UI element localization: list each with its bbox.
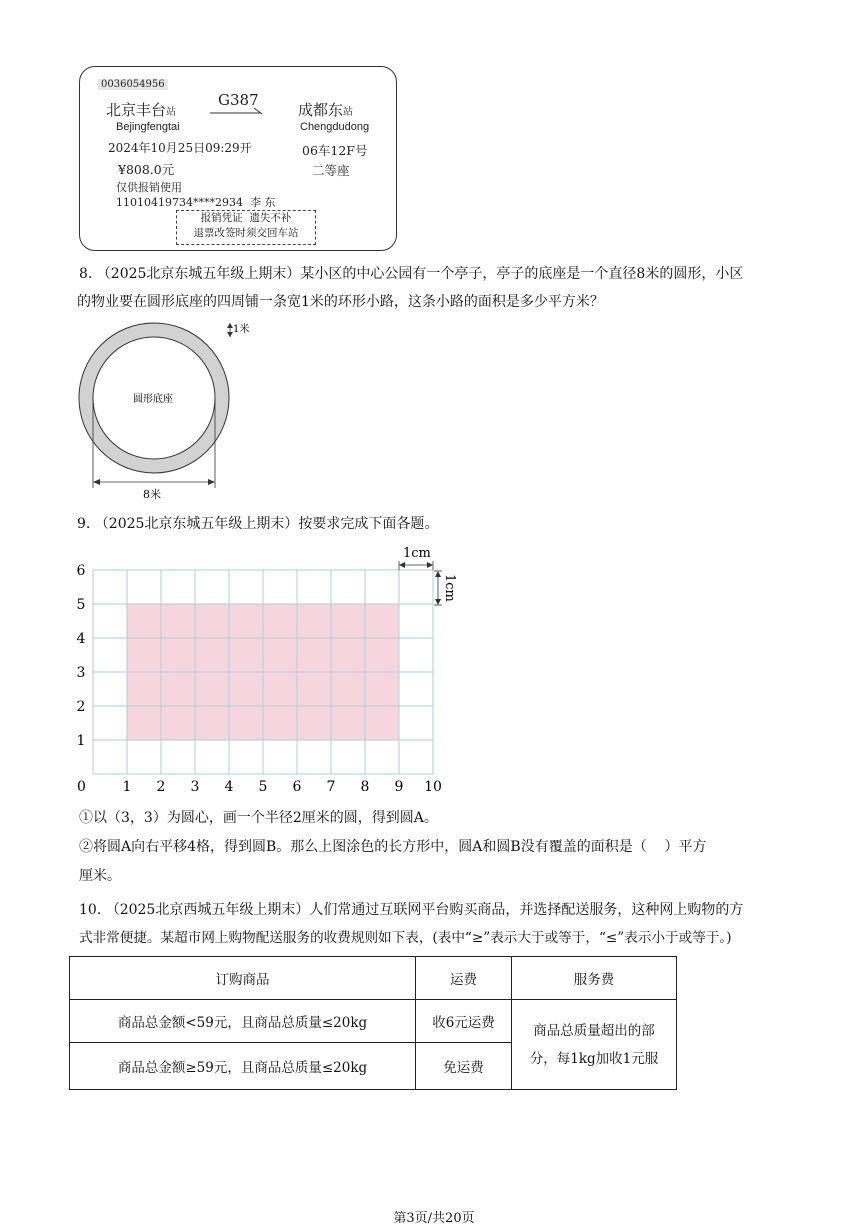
unit-v-label: 1cm xyxy=(442,574,457,602)
ticket-seat-class: 二等座 xyxy=(312,163,350,178)
y-tick-label: 5 xyxy=(76,597,86,613)
y-tick-label: 6 xyxy=(76,563,86,579)
x-tick-label: 8 xyxy=(360,779,370,795)
ticket-passenger: 11010419734****2934 李 东 xyxy=(116,196,276,209)
x-tick-label: 5 xyxy=(258,779,268,795)
q9-item2-line1: ②将圆A向右平移4格，得到圆B。那么上图涂色的长方形中，圆A和圆B没有覆盖的面积是（ ）平方 xyxy=(79,839,707,855)
q9-title: 9. （2025北京东城五年级上期末）按要求完成下面各题。 xyxy=(77,516,439,532)
q9-item1: ①以（3，3）为圆心，画一个半径2厘米的圆，得到圆A。 xyxy=(79,810,438,826)
origin-label: 0 xyxy=(77,779,86,795)
grid-lines xyxy=(93,570,433,774)
service-fee-line1: 商品总质量超出的部 xyxy=(533,1022,655,1039)
q8-line2: 的物业要在圆形底座的四周铺一条宽1米的环形小路，这条小路的面积是多少平方米？ xyxy=(77,294,604,310)
ticket-to-pinyin: Chengdudong xyxy=(300,121,370,133)
unit-horizontal-marker xyxy=(399,546,433,570)
y-tick-label: 2 xyxy=(76,699,86,715)
x-tick-label: 6 xyxy=(292,779,302,795)
row2-goods: 商品总金额≥59元，且商品总质量≤20kg xyxy=(70,1043,416,1090)
ticket-datetime: 2024年10月25日09:29开 xyxy=(108,141,252,155)
center-label: 圆形底座 xyxy=(133,394,173,405)
ticket-box-line2: 退票改签时须交回车站 xyxy=(193,227,299,239)
service-fee-line2: 分，每1kg加收1元服 xyxy=(529,1050,659,1067)
row1-goods: 商品总金额<59元，且商品总质量≤20kg xyxy=(70,1000,416,1043)
diameter-label: 8米 xyxy=(143,488,161,501)
page-footer: 第3页/共20页 xyxy=(393,1211,475,1226)
ticket-train-number: G387 xyxy=(218,91,259,109)
x-tick-label: 10 xyxy=(424,779,442,795)
x-tick-label: 4 xyxy=(224,779,234,795)
row2-shipping: 免运费 xyxy=(416,1043,512,1090)
fee-table xyxy=(69,956,677,1090)
x-tick-label: 2 xyxy=(156,779,166,795)
train-ticket xyxy=(79,66,397,251)
q9-item2-line2: 厘米。 xyxy=(79,868,121,884)
q9-grid-figure xyxy=(60,540,480,800)
header-shipping: 运费 xyxy=(416,957,512,1000)
y-tick-label: 4 xyxy=(76,631,86,647)
q10-line2: 式非常便捷。某超市网上购物配送服务的收费规则如下表，(表中“≥”表示大于或等于，“≤”表示小于或等于。) xyxy=(79,930,732,946)
unit-vertical-marker xyxy=(434,571,457,605)
unit-h-label: 1cm xyxy=(403,546,431,561)
x-tick-label: 9 xyxy=(394,779,404,795)
ticket-seat: 06车12F号 xyxy=(302,143,368,158)
q10-line1: 10. （2025北京西城五年级上期末）人们常通过互联网平台购买商品，并选择配送服务，这种网上购物的方 xyxy=(79,902,744,918)
ticket-note: 仅供报销使用 xyxy=(116,181,182,194)
row1-shipping: 收6元运费 xyxy=(416,1000,512,1043)
ticket-reimbursement-box xyxy=(176,210,316,245)
q8-line1: 8. （2025北京东城五年级上期末）某小区的中心公园有一个亭子，亭子的底座是一个直径8米的圆形，小区 xyxy=(79,266,744,282)
ticket-box-line1: 报销凭证 遗失不补 xyxy=(200,212,292,224)
y-tick-label: 3 xyxy=(76,665,86,681)
ticket-from-station: 北京丰台站 xyxy=(106,101,177,119)
y-axis-ticks xyxy=(77,563,86,749)
header-goods: 订购商品 xyxy=(70,957,416,1000)
y-tick-label: 1 xyxy=(76,733,86,749)
table-header-row xyxy=(70,957,677,1000)
x-tick-label: 7 xyxy=(326,779,336,795)
q8-ring-diagram xyxy=(76,318,256,504)
table-row xyxy=(70,1000,677,1043)
ticket-from-pinyin: Bejingfengtai xyxy=(116,121,180,133)
width-label: 1米 xyxy=(233,324,250,335)
x-tick-label: 3 xyxy=(190,779,200,795)
ticket-arrow xyxy=(208,107,268,117)
service-fee-cell xyxy=(512,1000,677,1090)
ticket-price: ¥808.0元 xyxy=(118,162,175,177)
x-axis-ticks xyxy=(123,779,442,795)
x-tick-label: 1 xyxy=(122,779,132,795)
ticket-to-station: 成都东站 xyxy=(298,101,354,119)
header-service: 服务费 xyxy=(512,957,677,1000)
ticket-serial: 0036054956 xyxy=(98,79,168,90)
